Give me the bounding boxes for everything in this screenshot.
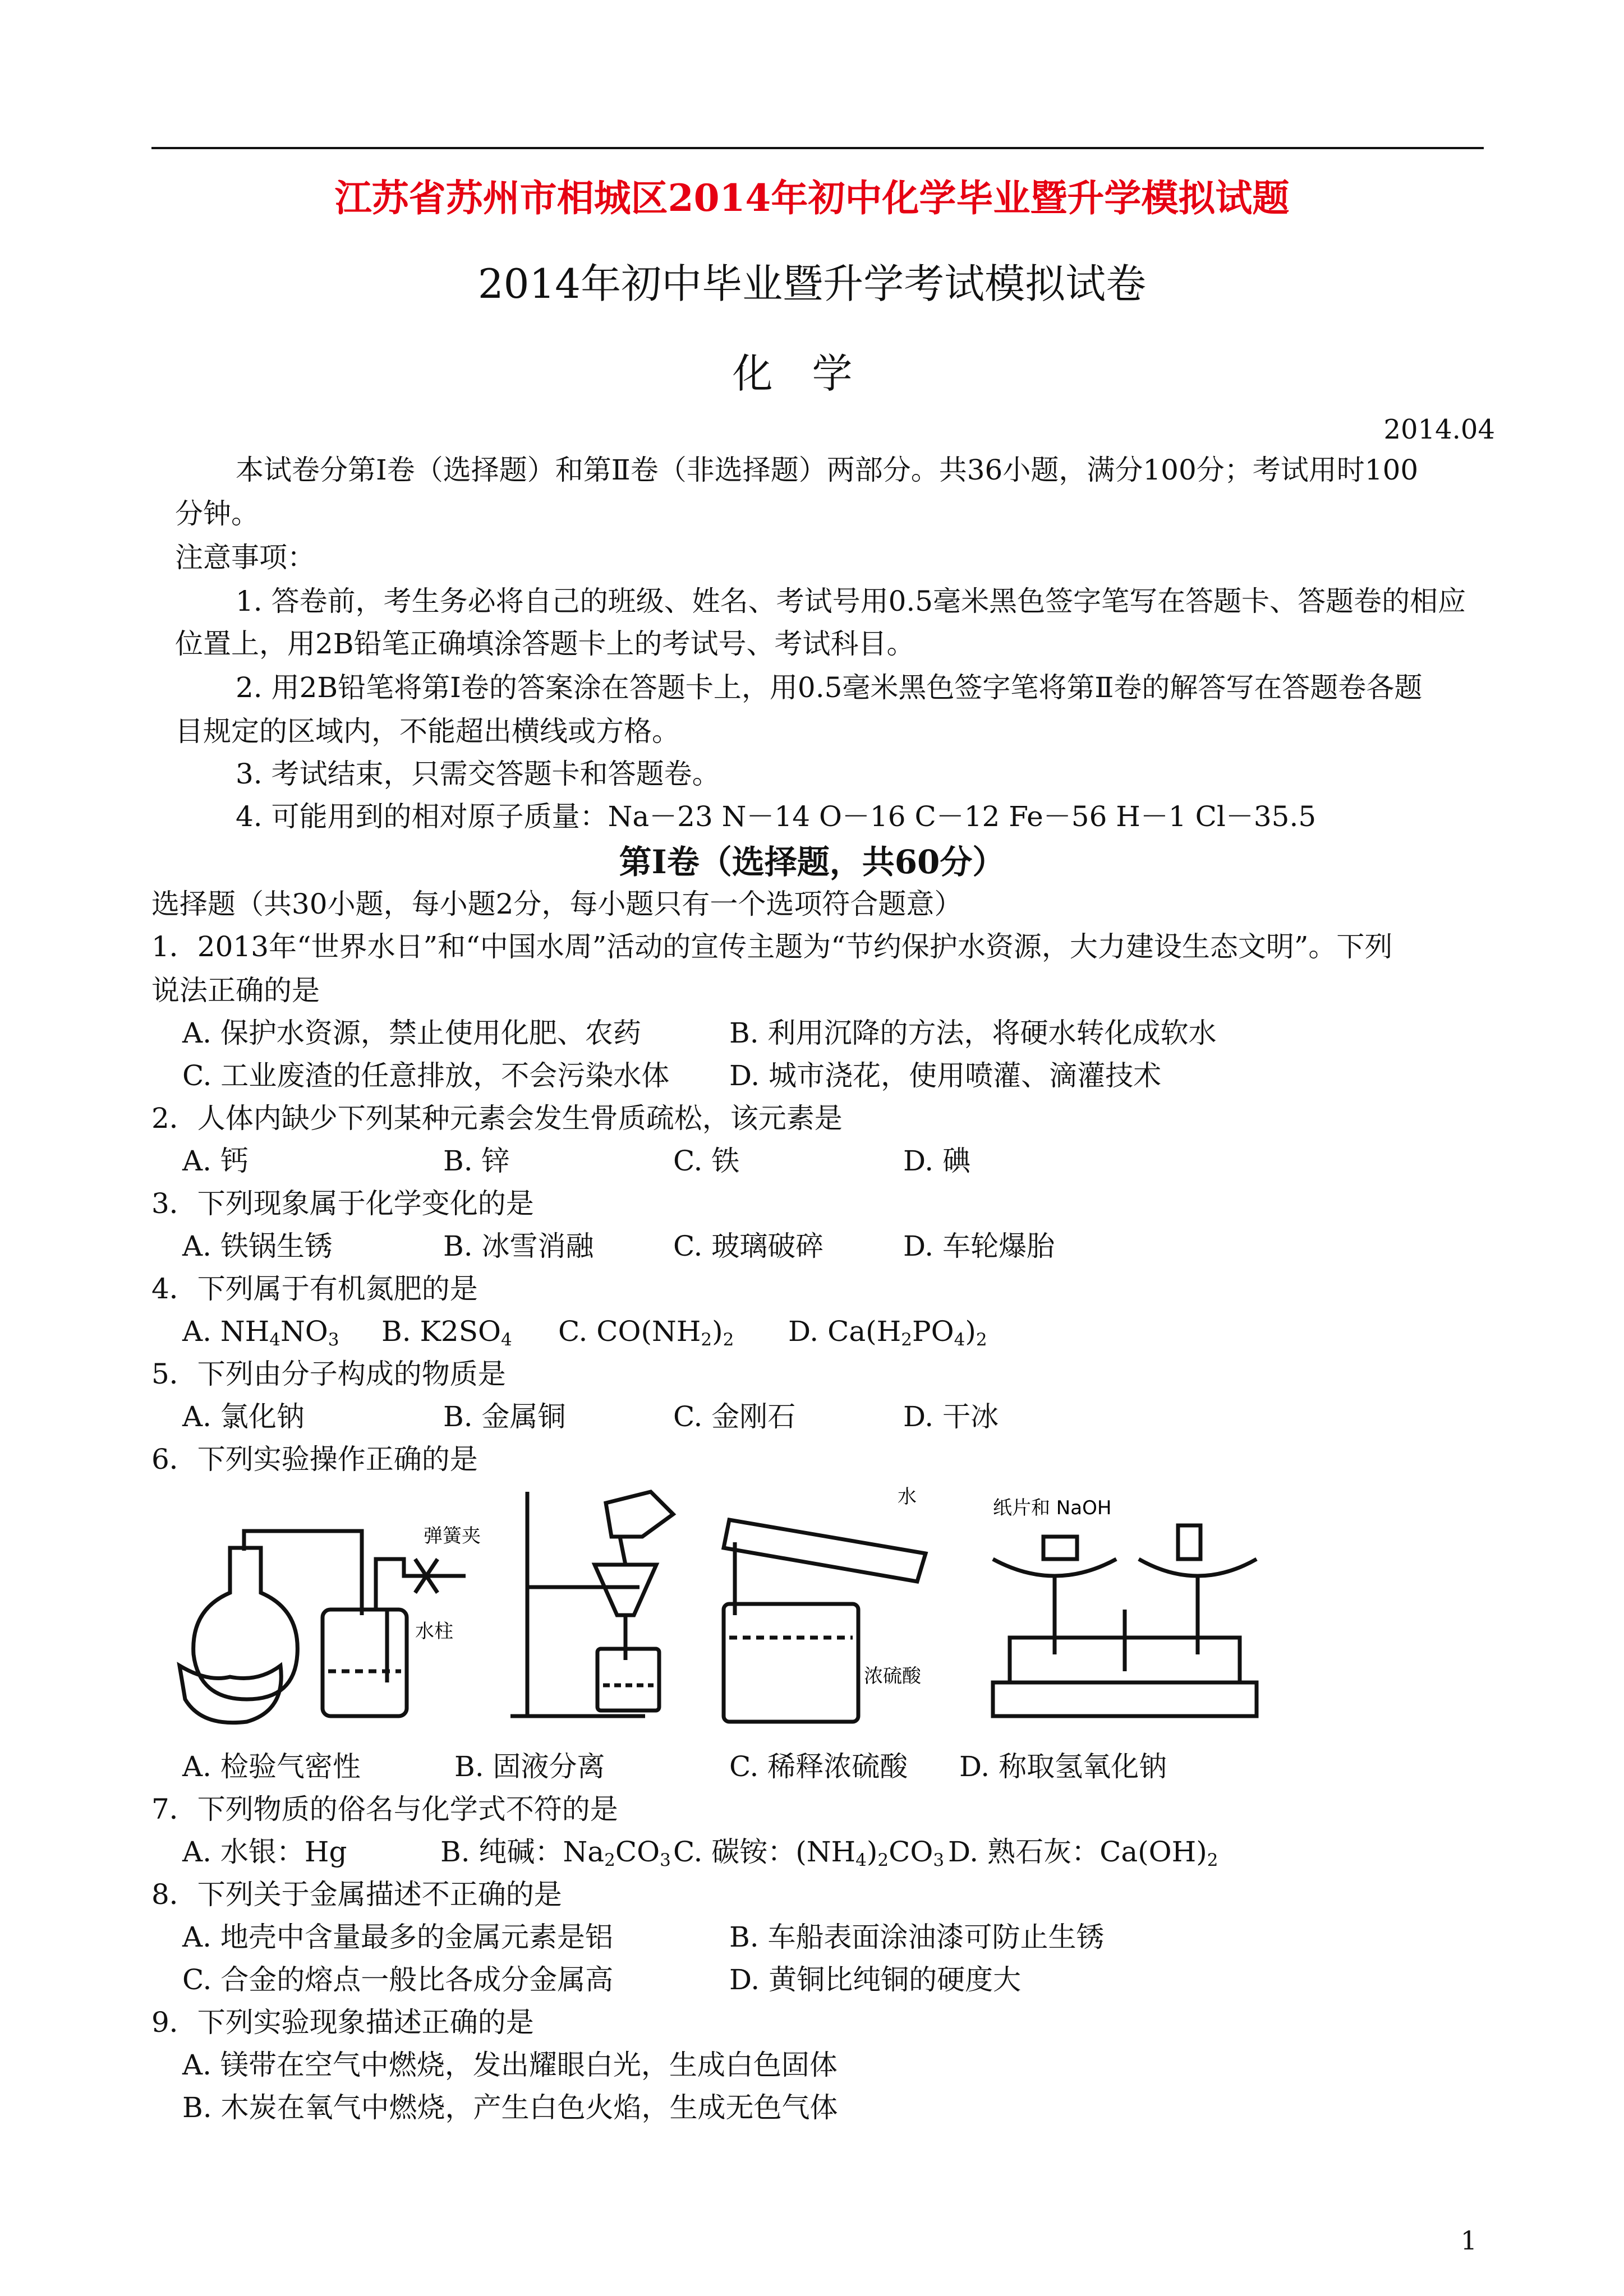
intro-line-1: 本试卷分第Ⅰ卷（选择题）和第Ⅱ卷（非选择题）两部分。共36小题，满分100分；考试用时100 [236, 454, 1419, 486]
question-9: 9．下列实验现象描述正确的是 [151, 2006, 534, 2039]
q8-option-a: A. 地壳中含量最多的金属元素是铝 [182, 1921, 613, 1953]
notice-item-2-line-2: 目规定的区域内，不能超出横线或方格。 [175, 715, 680, 748]
notice-item-1-line-2: 位置上，用2B铅笔正确填涂答题卡上的考试号、考试科目。 [175, 628, 915, 660]
figure-filtration [505, 1481, 690, 1733]
q5-option-c: C. 金刚石 [673, 1400, 796, 1433]
page-number: 1 [1460, 2225, 1477, 2256]
fig3-label-acid: 浓硫酸 [864, 1665, 921, 1688]
q1-option-b: B. 利用沉降的方法，将硬水转化成软水 [729, 1017, 1217, 1049]
question-7: 7．下列物质的俗名与化学式不符的是 [151, 1793, 618, 1825]
pouring-beaker [606, 1492, 673, 1537]
fig4-label-naoh: 纸片和 NaOH [993, 1497, 1112, 1519]
balance-base [993, 1682, 1257, 1716]
fig1-label-water: 水柱 [415, 1620, 453, 1643]
q5-option-b: B. 金属铜 [443, 1400, 566, 1433]
acid-beaker [724, 1604, 858, 1722]
q5-option-d: D. 干冰 [903, 1400, 999, 1433]
q7-option-a: A. 水银：Hg [182, 1836, 347, 1868]
question-4: 4．下列属于有机氮肥的是 [151, 1273, 478, 1305]
question-5: 5．下列由分子构成的物质是 [151, 1358, 506, 1390]
subject-title: 化学 [732, 350, 892, 397]
question-1-line-1: 1．2013年“世界水日”和“中国水周”活动的宣传主题为“节约保护水资源，大力建设生态文明”。下列 [151, 930, 1393, 963]
q9-option-a: A. 镁带在空气中燃烧，发出耀眼白光，生成白色固体 [182, 2049, 838, 2081]
naoh-sample [1043, 1537, 1077, 1559]
beaker [597, 1649, 659, 1711]
question-1-line-2: 说法正确的是 [151, 974, 320, 1007]
q1-option-a: A. 保护水资源，禁止使用化肥、农药 [182, 1017, 641, 1049]
q8-option-b: B. 车船表面涂油漆可防止生锈 [729, 1921, 1105, 1953]
q6-option-a: A. 检验气密性 [182, 1750, 361, 1783]
q6-option-b: B. 固液分离 [454, 1750, 605, 1783]
q4-option-a: A. $NH_4NO_3$ [182, 1315, 339, 1350]
notice-item-4: 4. 可能用到的相对原子质量：Na－23 N－14 O－16 C－12 Fe－56 H－1 Cl－35.5 [236, 800, 1317, 833]
notice-heading: 注意事项： [175, 541, 315, 574]
gas-bottle [323, 1610, 407, 1716]
q6-option-d: D. 称取氢氧化钠 [959, 1750, 1167, 1783]
document-source-title: 江苏省苏州市相城区2014年初中化学毕业暨升学模拟试题 [334, 176, 1290, 220]
q2-option-d: D. 碘 [903, 1145, 971, 1177]
exam-date: 2014.04 [1383, 414, 1495, 445]
q2-option-a: A. 钙 [182, 1145, 249, 1177]
question-3: 3．下列现象属于化学变化的是 [151, 1187, 534, 1220]
right-pan [1139, 1559, 1257, 1576]
section-title: 第Ⅰ卷（选择题，共60分） [619, 843, 1005, 881]
q8-option-c: C. 合金的熔点一般比各成分金属高 [182, 1963, 614, 1996]
q7-option-b: B. 纯碱：$Na_2CO_3$ [440, 1836, 671, 1870]
q1-option-d: D. 城市浇花，使用喷灌、滴灌技术 [729, 1059, 1162, 1092]
q9-option-b: B. 木炭在氧气中燃烧，产生白色火焰，生成无色气体 [182, 2091, 838, 2124]
left-pan [993, 1559, 1116, 1576]
q3-option-a: A. 铁锅生锈 [182, 1230, 333, 1262]
q4-option-d: D. $Ca(H_2PO_4)_2$ [788, 1315, 987, 1350]
q7-option-d: D. 熟石灰：$Ca(OH)_2$ [948, 1836, 1218, 1870]
q7-option-c: C. 碳铵：$(NH_4)_2CO_3$ [673, 1836, 945, 1870]
q2-option-c: C. 铁 [673, 1145, 740, 1177]
q2-option-b: B. 锌 [443, 1145, 510, 1177]
q3-option-c: C. 玻璃破碎 [673, 1230, 824, 1262]
weight [1178, 1525, 1200, 1559]
header-rule [151, 147, 1484, 149]
glass-rod [620, 1537, 625, 1565]
q3-option-b: B. 冰雪消融 [443, 1230, 594, 1262]
exam-title: 2014年初中毕业暨升学考试模拟试卷 [477, 260, 1147, 307]
q5-option-a: A. 氯化钠 [182, 1400, 305, 1433]
measuring-cylinder [724, 1520, 926, 1582]
notice-item-3: 3. 考试结束，只需交答题卡和答题卷。 [236, 758, 720, 790]
q6-option-c: C. 稀释浓硫酸 [729, 1750, 908, 1783]
question-8: 8．下列关于金属描述不正确的是 [151, 1878, 562, 1911]
q1-option-c: C. 工业废渣的任意排放，不会污染水体 [182, 1059, 670, 1092]
fig3-label-water: 水 [898, 1486, 917, 1508]
figure-airtightness-test [168, 1497, 482, 1733]
iron-stand [510, 1492, 645, 1716]
figure-balance [976, 1469, 1268, 1733]
q3-option-d: D. 车轮爆胎 [903, 1230, 1055, 1262]
notice-item-1-line-1: 1. 答卷前，考生务必将自己的班级、姓名、考试号用0.5毫米黑色签字笔写在答题卡、答题卷的相应 [236, 585, 1466, 617]
q4-option-b: B. $K2SO_4$ [381, 1315, 512, 1350]
fig1-label-clamp: 弹簧夹 [424, 1525, 481, 1547]
question-2: 2．人体内缺少下列某种元素会发生骨质疏松，该元素是 [151, 1102, 843, 1135]
q8-option-d: D. 黄铜比纯铜的硬度大 [729, 1963, 1022, 1996]
funnel [595, 1565, 656, 1615]
figure-acid-dilution [712, 1469, 948, 1733]
q4-option-c: C. $CO(NH_2)_2$ [558, 1315, 734, 1350]
section-instructions: 选择题（共30小题，每小题2分，每小题只有一个选项符合题意） [151, 888, 963, 920]
hand [180, 1666, 281, 1723]
intro-line-2: 分钟。 [175, 497, 259, 530]
question-6: 6．下列实验操作正确的是 [151, 1443, 478, 1476]
notice-item-2-line-1: 2. 用2B铅笔将第Ⅰ卷的答案涂在答题卡上，用0.5毫米黑色签字笔将第Ⅱ卷的解答写在答题卷各题 [236, 671, 1423, 704]
